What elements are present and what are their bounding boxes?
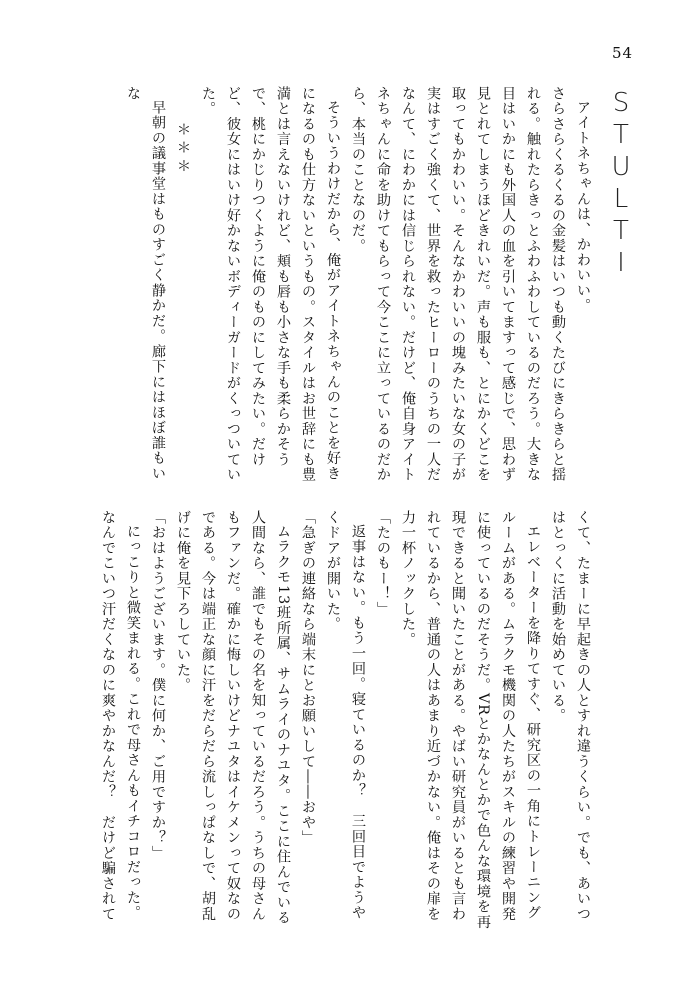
paragraph: そういうわけだから、俺がアイトネちゃんのことを好きになるのも仕方ないというもの。スタイルはお世辞にも豊満とは言えないけれど、頬も唇も小さな手も柔らかそうで、桃にかじりつくように俺のものにしてみたい。だけど、彼女にはいけ好かないボディーガードがくっついていた。 [200, 86, 341, 483]
paragraph: ムラクモ13班所属、サムライのナユタ。ここに住んでいる人間なら、誰でもその名を知っているだろう。うちの母さんもファンだ。確かに悔しいけどナユタはイケメンって奴なのである。今は端正な顔に汗をだらだら流しっぱなしで、胡乱げに俺を見下ろしていた。 [175, 510, 291, 926]
upper-text-block [95, 86, 595, 486]
scene-separator: ＊＊＊ [175, 121, 191, 177]
paragraph: くて、たまーに早起きの人とすれ違うくらい。でも、あいつはとっくに活動を始めている。 [550, 510, 591, 922]
paragraph: アイトネちゃんは、かわいい。 [575, 100, 591, 314]
page-number: 54 [612, 44, 634, 62]
paragraph: 返事はない。もう一回。寝ているのか？ 三回目でようやくドアが開いた。 [325, 510, 366, 921]
paragraph: にっこりと微笑まれる。これで母さんもイチコロだった。なんでこいつ汗だくなのに爽やかなんだ？ だけど騙されて [100, 510, 141, 922]
dialogue-line: 「急ぎの連絡なら端末にとお願いして――おや」 [300, 510, 316, 846]
running-title: STULTI [606, 88, 636, 280]
lower-text-block [95, 510, 595, 930]
dialogue-line: 「たのもー！」 [375, 510, 391, 617]
paragraph: さらさらくるくるの金髪はいつも動くたびにきらきらと揺れる。触れたらきっとふわふわしているのだろう。大きな目はいかにも外国人の血を引いてますって感じで、思わず見とれてしまうほどきれいだ。声も服も、とにかくどこを取ってもかわいい。そんなかわいいの塊みたいな女の子が実はすごく強くて、世界を救ったヒーローのうちの一人だなんて、にわかには信じられない。だけど、俺自身アイトネちゃんに命を助けてもらって今ここに立っているのだから、本当のことなのだ。 [350, 86, 566, 483]
paragraph: エレベーターを降りてすぐ、研究区の一角にトレーニングルームがある。ムラクモ機関の人たちがスキルの練習や開発に使っているのだそうだ。VRとかなんとかで色んな環境を再現できると聞いたことがある。やばい研究員がいるとも言われているから、普通の人はあまり近づかない。俺はその扉を力一杯ノックした。 [400, 510, 541, 930]
paragraph: 早朝の議事堂はものすごく静かだ。廊下にはほぼ誰もいな [125, 86, 166, 482]
dialogue-line: 「おはようございます。僕に何か、ご用ですか？」 [150, 510, 166, 861]
